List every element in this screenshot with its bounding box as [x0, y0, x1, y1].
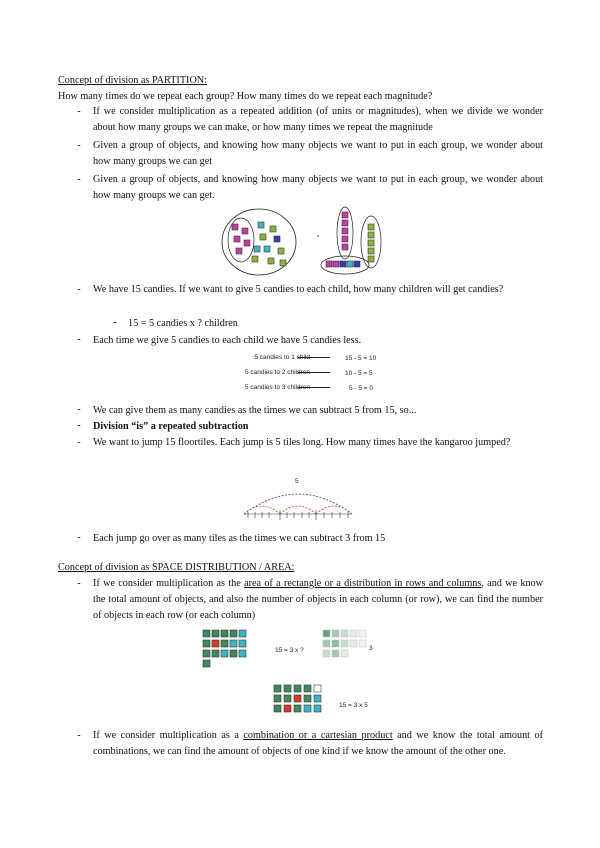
- bullet-dash: -: [77, 532, 81, 543]
- table-arrow-line: [298, 372, 330, 373]
- space-bullet-1-pre: If we consider multiplication as the: [93, 578, 245, 589]
- equation-1: 15 = 3 x ?: [275, 647, 304, 654]
- bullet-dash: -: [77, 106, 81, 117]
- grid-figure-bottom: [274, 685, 324, 717]
- bullet-dash: -: [113, 317, 117, 328]
- table-arrow-line: [298, 387, 330, 388]
- space-bullet-1: [93, 576, 543, 624]
- jump-line: Each jump go over as many tiles as the times we can subtract 3 from 15: [93, 533, 386, 544]
- space-bullet-1-post: , and we know the total amount of objects, and also the number of objects in each column (or row), we can find the number of objects in each row (or each column): [93, 578, 544, 621]
- arc-label: 5: [295, 478, 299, 485]
- partition-bullet-2: Given a group of objects, and knowing how many objects we want to put in each group, we wonder about how many groups we can get: [93, 140, 543, 167]
- grouping-illustration: [220, 206, 400, 278]
- space-bullet-1-underlined: area of a rectangle or a distribution in rows and columns: [244, 578, 482, 589]
- space-bullet-2-post: and we know the total amount of combinations, we can find the amount of objects of one kind if we know the amount of the other one.: [93, 730, 544, 757]
- bullet-dash: -: [77, 334, 81, 345]
- table-left-3: 5 candies to 3 children: [244, 384, 310, 391]
- bullet-dash: -: [77, 730, 81, 741]
- space-bullet-2: [93, 728, 543, 760]
- bullet-dash: -: [77, 437, 81, 448]
- bullet-dash: -: [77, 284, 81, 295]
- bullet-dash: -: [77, 140, 81, 151]
- table-right-1: 15 - 5 = 10: [345, 355, 377, 362]
- partition-bullet-3: Given a group of objects, and knowing how many objects we want to put in each group, we wonder about how many groups we can get.: [93, 174, 543, 201]
- grid-figure-left: [203, 630, 245, 670]
- partition-question: How many times do we repeat each group? How many times do we repeat each magnitude?: [58, 91, 433, 102]
- table-arrow-line: [298, 357, 330, 358]
- repeated-subtraction-line: Division “is” a repeated subtraction: [93, 421, 249, 432]
- table-left-1: 5 candies to 1 child: [254, 354, 310, 361]
- table-right-3: 5 - 5 = 0: [349, 385, 374, 392]
- space-bullet-2-underlined: combination or a cartesian product: [243, 730, 393, 741]
- space-bullet-2-pre: If we consider multiplication as a: [93, 730, 244, 741]
- equation-1-side: 3: [369, 645, 373, 652]
- grid-figure-right: [323, 630, 365, 662]
- table-left-2: 5 candies to 2 children: [244, 369, 310, 376]
- bullet-dash: -: [77, 404, 81, 415]
- subtract-line: We can give them as many candies as the times we can subtract 5 from 15, so...: [93, 405, 417, 416]
- kangaroo-text: We want to jump 15 floortiles. Each jump is 5 tiles long. How many times have the kangaroo jumped?: [93, 437, 511, 448]
- bullet-dash: -: [77, 420, 81, 431]
- candies-sub-equation: 15 = 5 candies x ? children: [128, 318, 238, 329]
- bullet-dash: -: [77, 174, 81, 185]
- table-right-2: 10 - 5 = 5: [345, 370, 373, 377]
- space-heading: Concept of division as SPACE DISTRIBUTION / AREA:: [58, 562, 295, 573]
- bullet-dash: -: [77, 578, 81, 589]
- partition-heading: Concept of division as PARTITION:: [58, 75, 207, 86]
- candies-text: We have 15 candies. If we want to give 5 candies to each child, how many children will get candies?: [93, 284, 504, 295]
- partition-bullet-1: If we consider multiplication as a repeated addition (of units or magnitudes), when we divide we wonder about how many groups we can make, or how many times we repeat the magnitude: [93, 106, 543, 133]
- equation-2: 15 = 3 x 5: [339, 702, 368, 709]
- each-time-text: Each time we give 5 candies to each child we have 5 candies less.: [93, 335, 362, 346]
